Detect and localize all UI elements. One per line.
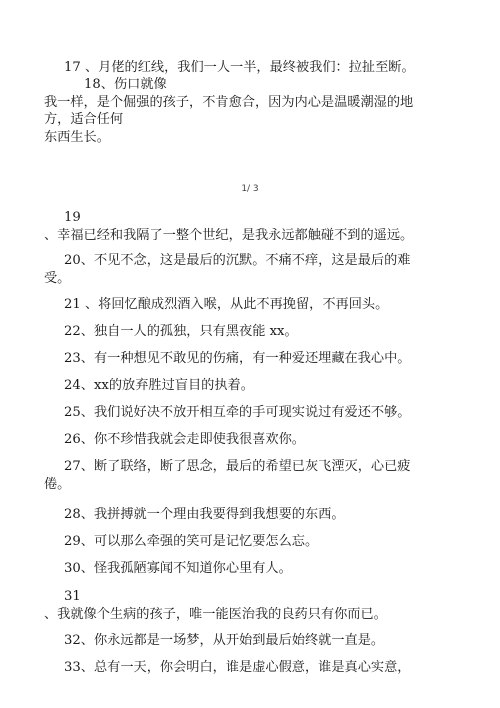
quote-22: 22、独自一人的孤独，只有黑夜能 xx。 bbox=[64, 324, 298, 339]
quote-32: 32、你永远都是一场梦，从开始到最后始终就一直是。 bbox=[64, 633, 385, 648]
quote-20-line-2: 受。 bbox=[44, 271, 71, 286]
quote-33: 33、总有一天，你会明白，谁是虚心假意，谁是真心实意， bbox=[64, 660, 411, 675]
quote-17: 17 、月佬的红线，我们一人一半，最终被我们：拉扯至断。 bbox=[64, 60, 415, 75]
quote-19-number: 19 bbox=[64, 210, 81, 225]
quote-20-line-1: 20、不见不念，这是最后的沉默。不痛不痒，这是最后的难 bbox=[64, 253, 411, 268]
quote-18-line-3: 东西生长。 bbox=[44, 130, 110, 145]
quote-26: 26、你不珍惜我就会走即使我很喜欢你。 bbox=[64, 432, 305, 447]
quote-18-line-2: 方，适合任何 bbox=[44, 112, 124, 127]
quote-25: 25、我们说好决不放开相互牵的手可现实说过有爱还不够。 bbox=[64, 405, 411, 420]
page-number: 1/ 3 bbox=[241, 184, 259, 194]
quote-27-line-1: 27、断了联络，断了思念，最后的希望已灰飞湮灭，心已疲 bbox=[64, 459, 411, 474]
quote-18-line-1: 我一样，是个倔强的孩子，不肯愈合，因为内心是温暖潮湿的地 bbox=[44, 95, 414, 110]
quote-21: 21 、将回忆酿成烈酒入喉，从此不再挽留，不再回头。 bbox=[64, 297, 389, 312]
quote-24: 24、xx的放弃胜过盲目的执着。 bbox=[64, 378, 254, 393]
quote-31-number: 31 bbox=[64, 589, 81, 604]
quote-31: 、我就像个生病的孩子，唯一能医治我的良药只有你而已。 bbox=[44, 607, 387, 622]
quote-19: 、幸福已经和我隔了一整个世纪，是我永远都触碰不到的遥远。 bbox=[44, 228, 414, 243]
quote-23: 23、有一种想见不敢见的伤痛，有一种爱还埋藏在我心中。 bbox=[64, 351, 411, 366]
quote-18-heading: 18、伤口就像 bbox=[84, 77, 167, 92]
quote-30: 30、怪我孤陋寡闻不知道你心里有人。 bbox=[64, 561, 292, 576]
quote-29: 29、可以那么牵强的笑可是记忆要怎么忘。 bbox=[64, 534, 319, 549]
quote-27-line-2: 倦。 bbox=[44, 477, 71, 492]
quote-28: 28、我拼搏就一个理由我要得到我想要的东西。 bbox=[64, 507, 345, 522]
